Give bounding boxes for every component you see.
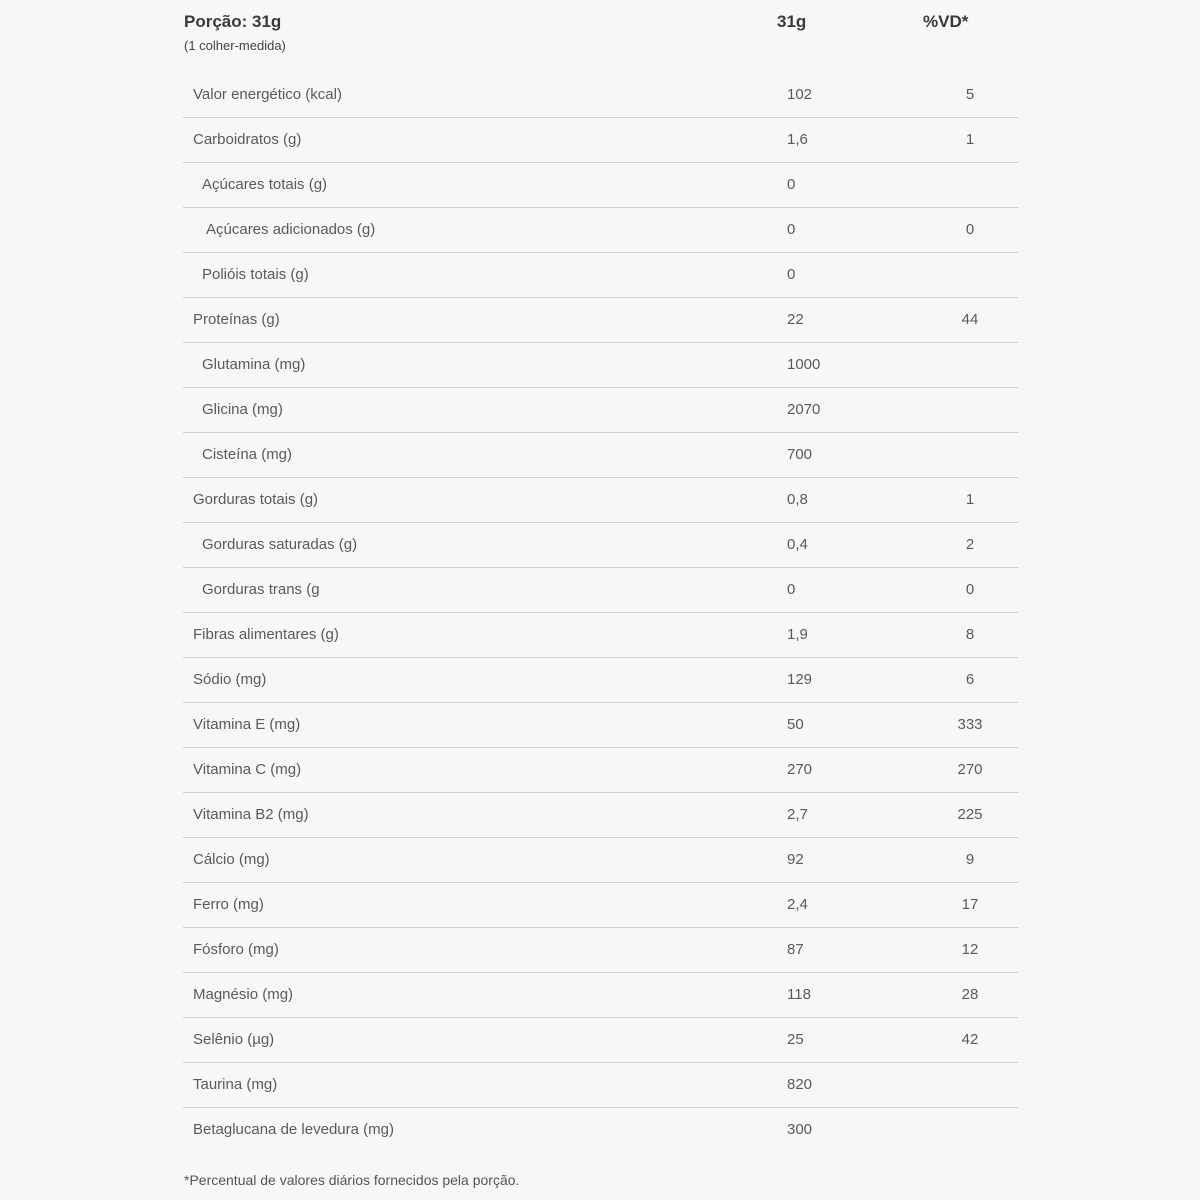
- nutrient-daily-value: 1: [965, 131, 975, 148]
- nutrient-name: Valor energético (kcal): [193, 86, 342, 103]
- nutrient-name: Magnésio (mg): [193, 986, 294, 1003]
- nutrient-amount: 118: [787, 986, 811, 1003]
- nutrient-name: Fibras alimentares (g): [193, 626, 339, 643]
- nutrient-amount: 2,4: [787, 896, 808, 913]
- table-row: [183, 793, 1018, 838]
- table-row: [183, 523, 1018, 568]
- nutrient-amount: 0,8: [787, 491, 808, 508]
- nutrient-daily-value: 6: [965, 671, 975, 688]
- table-row: [183, 1018, 1018, 1063]
- nutrient-amount: 1,6: [787, 131, 808, 148]
- table-row: [183, 208, 1018, 253]
- nutrient-name: Sódio (mg): [193, 671, 267, 688]
- portion-subtitle: (1 colher-medida): [184, 38, 286, 53]
- table-row: [183, 73, 1018, 118]
- table-row: [183, 973, 1018, 1018]
- nutrient-table: [183, 73, 1018, 1152]
- nutrient-amount: 2070: [787, 401, 821, 418]
- nutrition-facts-panel: [183, 0, 1018, 1200]
- nutrient-daily-value: 0: [965, 221, 975, 238]
- table-row: [183, 343, 1018, 388]
- nutrient-name: Taurina (mg): [193, 1076, 278, 1093]
- nutrient-daily-value: 42: [961, 1031, 979, 1048]
- nutrient-name: Gorduras saturadas (g): [202, 536, 358, 553]
- nutrient-daily-value: 5: [965, 86, 975, 103]
- nutrient-amount: 1000: [787, 356, 821, 373]
- table-row: [183, 658, 1018, 703]
- nutrient-daily-value: 225: [957, 806, 983, 823]
- nutrient-name: Cálcio (mg): [193, 851, 270, 868]
- nutrient-name: Selênio (µg): [193, 1031, 275, 1048]
- nutrient-daily-value: 0: [965, 581, 975, 598]
- nutrient-name: Açúcares adicionados (g): [206, 221, 376, 238]
- table-row: [183, 1063, 1018, 1108]
- nutrient-name: Vitamina E (mg): [193, 716, 301, 733]
- table-row: [183, 433, 1018, 478]
- nutrient-name: Glicina (mg): [202, 401, 283, 418]
- table-row: [183, 1108, 1018, 1152]
- nutrient-name: Carboidratos (g): [193, 131, 302, 148]
- nutrient-amount: 2,7: [787, 806, 808, 823]
- nutrient-amount: 700: [787, 446, 813, 463]
- table-row: [183, 163, 1018, 208]
- table-row: [183, 883, 1018, 928]
- nutrient-name: Glutamina (mg): [202, 356, 306, 373]
- nutrient-amount: 25: [787, 1031, 804, 1048]
- nutrient-name: Gorduras totais (g): [193, 491, 319, 508]
- nutrient-amount: 1,9: [787, 626, 808, 643]
- portion-title: Porção: 31g: [184, 12, 282, 31]
- nutrient-name: Vitamina B2 (mg): [193, 806, 309, 823]
- nutrient-name: Gorduras trans (g: [202, 581, 320, 598]
- table-row: [183, 388, 1018, 433]
- footnote: *Percentual de valores diários fornecidos pela porção.: [184, 1172, 520, 1188]
- nutrient-name: Proteínas (g): [193, 311, 280, 328]
- nutrient-name: Polióis totais (g): [202, 266, 309, 283]
- nutrient-amount: 50: [787, 716, 804, 733]
- table-row: [183, 253, 1018, 298]
- nutrient-daily-value: 333: [957, 716, 983, 733]
- nutrient-name: Betaglucana de levedura (mg): [193, 1121, 394, 1138]
- nutrient-daily-value: 270: [957, 761, 983, 778]
- table-row: [183, 298, 1018, 343]
- table-row: [183, 748, 1018, 793]
- nutrient-daily-value: 1: [965, 491, 975, 508]
- nutrient-daily-value: 12: [961, 941, 979, 958]
- nutrient-amount: 129: [787, 671, 813, 688]
- table-row: [183, 838, 1018, 883]
- nutrient-daily-value: 17: [961, 896, 979, 913]
- nutrient-amount: 102: [787, 86, 813, 103]
- nutrient-amount: 820: [787, 1076, 813, 1093]
- nutrient-daily-value: 2: [965, 536, 975, 553]
- nutrient-name: Cisteína (mg): [202, 446, 293, 463]
- nutrient-amount: 0: [787, 176, 796, 193]
- nutrient-daily-value: 44: [961, 311, 979, 328]
- nutrient-amount: 0,4: [787, 536, 808, 553]
- nutrient-amount: 22: [787, 311, 804, 328]
- nutrient-amount: 300: [787, 1121, 813, 1138]
- table-row: [183, 928, 1018, 973]
- nutrient-name: Fósforo (mg): [193, 941, 279, 958]
- nutrient-daily-value: 9: [965, 851, 975, 868]
- nutrient-amount: 87: [787, 941, 804, 958]
- nutrient-name: Açúcares totais (g): [202, 176, 328, 193]
- nutrient-daily-value: 28: [961, 986, 979, 1003]
- table-row: [183, 703, 1018, 748]
- table-row: [183, 568, 1018, 613]
- nutrient-amount: 0: [787, 581, 796, 598]
- nutrient-name: Vitamina C (mg): [193, 761, 302, 778]
- nutrient-amount: 270: [787, 761, 813, 778]
- table-row: [183, 118, 1018, 163]
- table-row: [183, 613, 1018, 658]
- nutrient-name: Ferro (mg): [193, 896, 264, 913]
- nutrient-amount: 92: [787, 851, 804, 868]
- nutrient-amount: 0: [787, 221, 796, 238]
- nutrient-amount: 0: [787, 266, 796, 283]
- table-row: [183, 478, 1018, 523]
- table-header: [183, 12, 1018, 72]
- amount-column-header: 31g: [777, 12, 807, 31]
- daily-value-column-header: %VD*: [923, 12, 969, 31]
- nutrient-daily-value: 8: [965, 626, 975, 643]
